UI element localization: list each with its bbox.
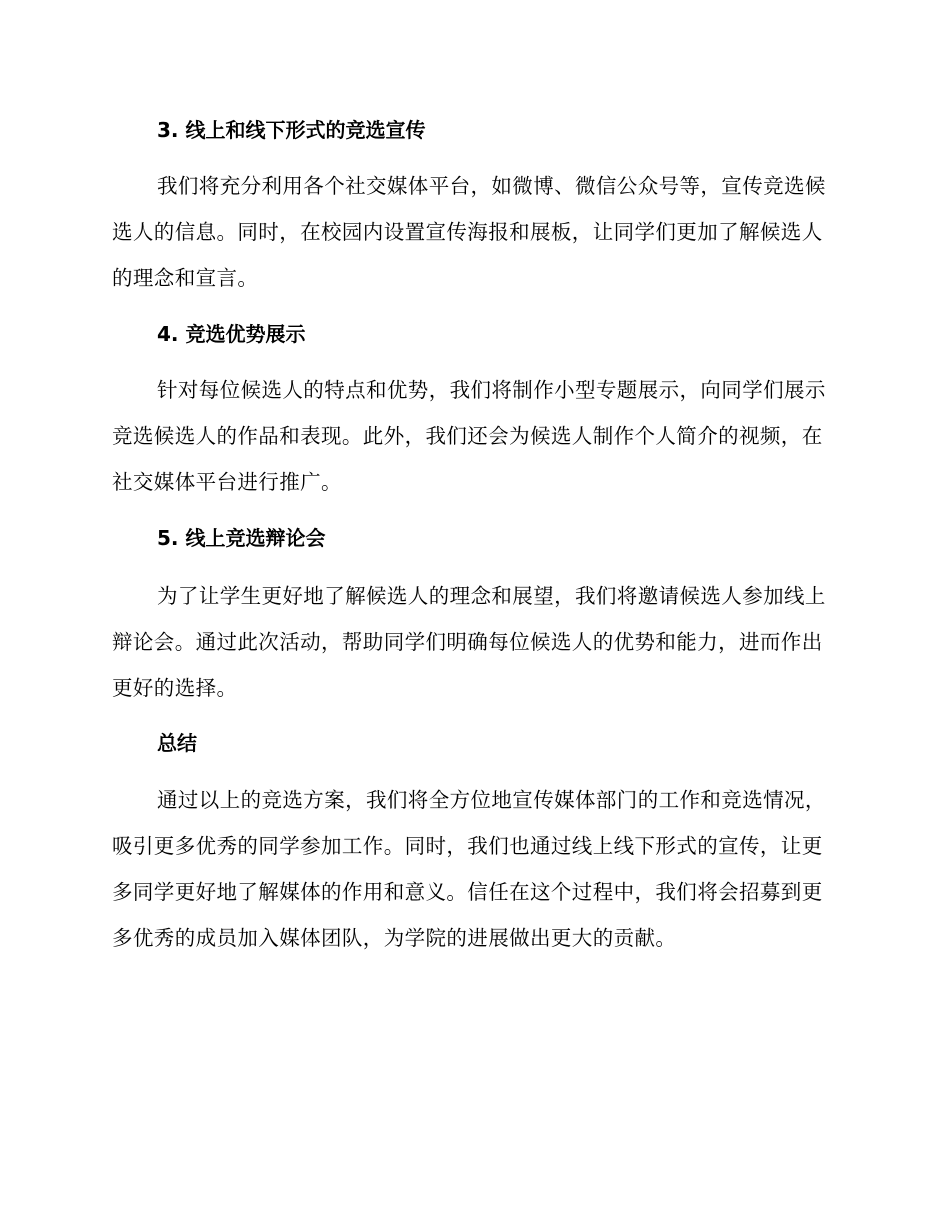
section-paragraph: 我们将充分利用各个社交媒体平台，如微博、微信公众号等，宣传竞选候选人的信息。同时，在校园内设置宣传海报和展板，让同学们更加了解候选人的理念和宣言。 — [112, 174, 826, 290]
section-heading: 3. 线上和线下形式的竞选宣传 — [157, 118, 426, 142]
summary-heading: 总结 — [157, 731, 197, 755]
section-paragraph: 为了让学生更好地了解候选人的理念和展望，我们将邀请候选人参加线上辩论会。通过此次活动，帮助同学们明确每位候选人的优势和能力，进而作出更好的选择。 — [112, 584, 826, 700]
section-heading: 5. 线上竞选辩论会 — [157, 526, 326, 550]
section-paragraph: 针对每位候选人的特点和优势，我们将制作小型专题展示，向同学们展示竞选候选人的作品和表现。此外，我们还会为候选人制作个人简介的视频，在社交媒体平台进行推广。 — [112, 378, 826, 494]
summary-paragraph: 通过以上的竞选方案，我们将全方位地宣传媒体部门的工作和竞选情况，吸引更多优秀的同学参加工作。同时，我们也通过线上线下形式的宣传，让更多同学更好地了解媒体的作用和意义。信任在这个过程中，我们将会招募到更多优秀的成员加入媒体团队，为学院的进展做出更大的贡献。 — [112, 788, 826, 950]
section-heading: 4. 竞选优势展示 — [157, 322, 306, 346]
